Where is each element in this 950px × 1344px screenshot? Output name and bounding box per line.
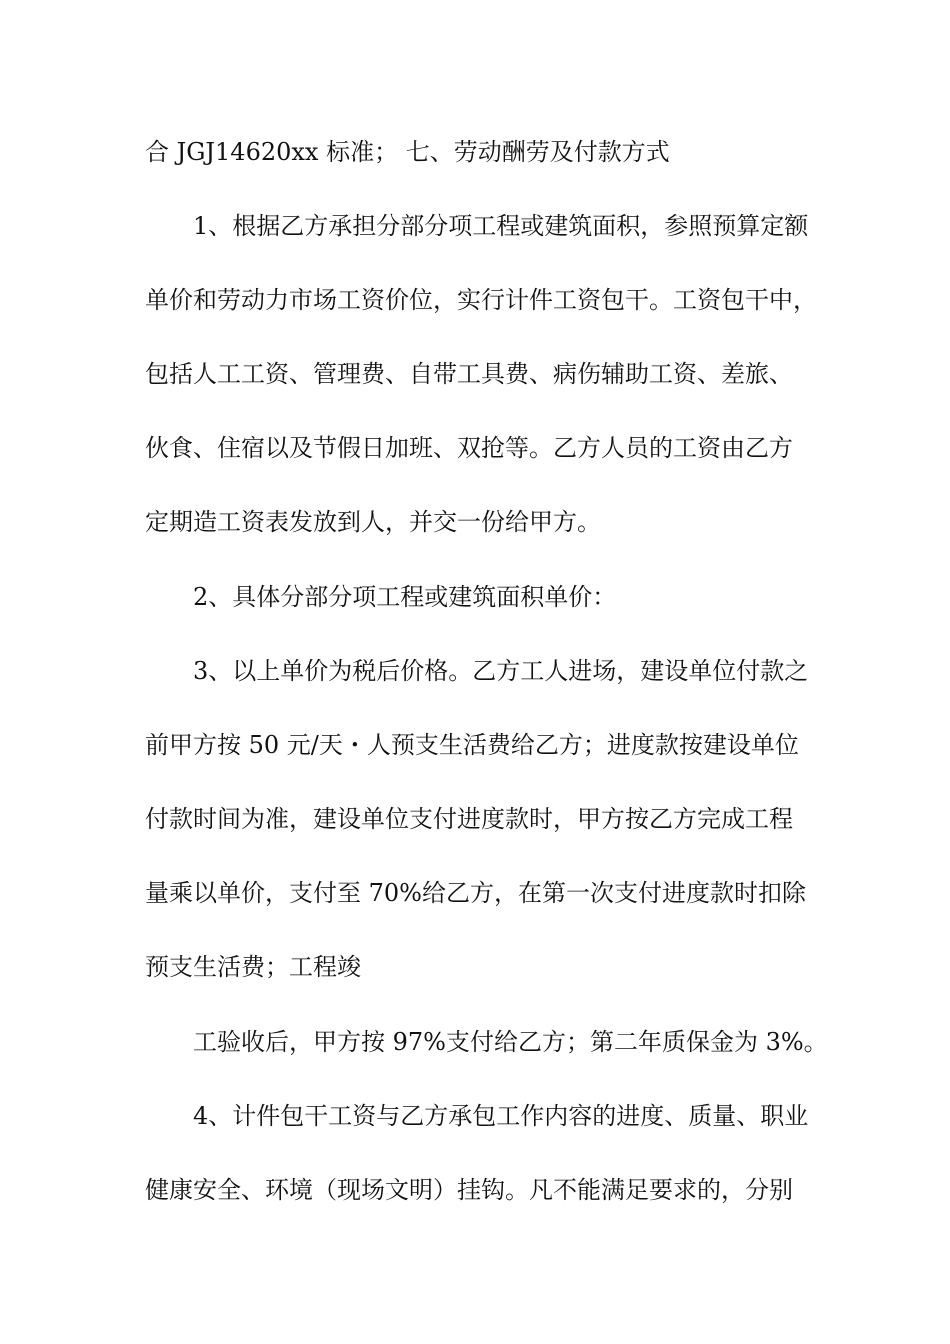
text-line: 付款时间为准，建设单位支付进度款时，甲方按乙方完成工程: [145, 805, 793, 833]
text-line: 预支生活费；工程竣: [145, 953, 361, 981]
text-line: 合 JGJ14620xx 标准； 七、劳动酬劳及付款方式: [145, 138, 670, 166]
text-line: 前甲方按 50 元/天・人预支生活费给乙方；进度款按建设单位: [145, 731, 799, 759]
text-line: 定期造工资表发放到人，并交一份给甲方。: [145, 508, 601, 536]
text-line: 量乘以单价，支付至 70%给乙方，在第一次支付进度款时扣除: [145, 879, 806, 907]
paragraph-4-start: 4、计件包干工资与乙方承包工作内容的进度、质量、职业: [193, 1102, 809, 1130]
paragraph-3-start: 3、以上单价为税后价格。乙方工人进场，建设单位付款之: [193, 657, 809, 685]
text-line: 健康安全、环境（现场文明）挂钩。凡不能满足要求的，分别: [145, 1176, 793, 1204]
text-line: 单价和劳动力市场工资价位，实行计件工资包干。工资包干中，: [145, 286, 817, 314]
paragraph-2-start: 2、具体分部分项工程或建筑面积单价：: [193, 583, 617, 611]
text-line: 伙食、住宿以及节假日加班、双抢等。乙方人员的工资由乙方: [145, 434, 793, 462]
paragraph-3-continued: 工验收后，甲方按 97%支付给乙方；第二年质保金为 3%。: [193, 1028, 828, 1056]
paragraph-1-start: 1、根据乙方承担分部分项工程或建筑面积，参照预算定额: [193, 212, 809, 240]
text-line: 包括人工工资、管理费、自带工具费、病伤辅助工资、差旅、: [145, 360, 793, 388]
